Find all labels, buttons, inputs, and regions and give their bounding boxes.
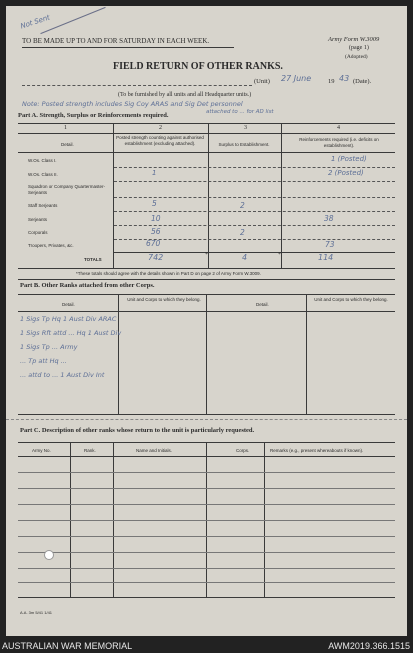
part-b-header-unit-1: Unit and Corps to which they belong. [127, 297, 201, 302]
col-number-4: 4 [337, 125, 340, 131]
unit-label: (Unit) [254, 78, 270, 85]
part-a-header-reinf: Reinforcements required (i.e. deficits on establishment). [299, 137, 379, 148]
row-reinf: 2 (Posted) [328, 169, 364, 177]
part-c-header-name: Name and Initials. [136, 448, 173, 453]
furnished-note: (To be furnished by all units and all Headquarter units.) [118, 92, 252, 98]
part-a-footnote: *These totals should agree with the details shown in Part D on page 2 of Army Form W.3009. [76, 271, 261, 276]
archive-footer [0, 638, 413, 653]
col-number-3: 3 [244, 125, 247, 131]
part-c-bottom-rule [18, 597, 395, 598]
part-c-title: Part C. Description of other ranks whose return to the unit is particularly requested. [20, 427, 255, 434]
totals-reinf: 114 [318, 253, 334, 262]
row-posted: 670 [146, 239, 161, 248]
part-a-header-detail: Detail. [61, 142, 74, 147]
part-b-top-rule [18, 279, 395, 280]
form-sheet: Not Sent TO BE MADE UP TO AND FOR SATURDAY IN EACH WEEK. Army Form W.3009 (page 1) (Adopted) FIELD RETURN OF OTHER RANKS. (Unit) 27 June 19 43 (Date). (To be furnished by all units and all Headquarter units.) Note: Posted strength includes Sig Coy ARAS and Sig Det personnel attached to ... for AD list Part A. Strength, Surplus or Reinforcements required. 1 2 3 4 Detail. Posted strength counting against authorised establishment (excluding attached). Surplus to Establishment. Reinforcements required (i.e. deficits on establishment). W.Os. Class I. 1 (Posted) W.Os. Class II. 1 2 (Posted) Squadron or Company Quartermaster-Serjeants Staff Serjeants 5 2 Serjeants 10 38 Corporals 56 2 Troopers, Privates, &c. 670 73 TOTALS 742 4 114 * * *These totals should agree with the details shown in Part D on page 2 of Army Form W.3009. Part B. Other Ranks attached from other Corps. Detail. Unit and Corps to which they belong. Detail. Unit and Corps to which they belong. 1 Sigs Tp Hq 1 Aust Div ARAC 1 Sigs Rft attd ... Hq 1 Aust Div 1 Sigs Tp ... Army ... Tp att Hq ... ... attd to ... 1 Aust Div Int Part C. Description of other ranks whose return to the unit is particularly requested. Army No. Rank. Name and Initials. Corps. Remarks (e.g., present whereabouts if known). A.A. 3m 5/41 1/41 [6, 6, 407, 636]
adopted-label: (Adopted) [345, 54, 368, 60]
row-posted: 56 [151, 227, 161, 236]
row-reinf: 73 [325, 240, 335, 249]
col-number-2: 2 [159, 125, 162, 131]
row-posted: 5 [152, 199, 157, 208]
row-reinf: 1 (Posted) [331, 155, 367, 163]
row-detail: Troopers, Privates, &c. [28, 243, 74, 248]
corner-stamp: Not Sent [19, 13, 51, 31]
part-c-row-rule [18, 504, 395, 505]
part-b-entry: ... Tp att Hq ... [20, 357, 67, 365]
handwritten-note-line2: attached to ... for AD list [206, 109, 274, 115]
row-reinf: 38 [324, 214, 334, 223]
punch-hole [44, 550, 54, 560]
part-a-header-surplus: Surplus to Establishment. [218, 142, 270, 147]
col-number-1: 1 [64, 125, 67, 131]
part-a-top-rule [18, 123, 395, 124]
part-a-header-rule [18, 152, 395, 153]
row-posted: 10 [151, 214, 161, 223]
page-number: (page 1) [349, 45, 369, 51]
part-a-col-divider-2 [208, 123, 209, 268]
row-rule [114, 225, 395, 226]
form-id: Army Form W.3009 [328, 36, 380, 43]
row-detail: W.Os. Class II. [28, 172, 58, 177]
date-label: (Date). [353, 78, 372, 85]
part-b-divider-3 [306, 294, 307, 414]
totals-label: TOTALS [84, 257, 102, 262]
part-b-header-detail-2: Detail. [256, 302, 269, 307]
part-b-entry: 1 Sigs Tp Hq 1 Aust Div ARAC [20, 315, 117, 323]
perforation-line [6, 419, 407, 420]
part-c-row-rule [18, 488, 395, 489]
part-b-entry: 1 Sigs Tp ... Army [20, 343, 78, 351]
part-a-col-divider-1 [113, 123, 114, 268]
row-surplus: 2 [240, 228, 245, 237]
part-c-row-rule [18, 582, 395, 583]
part-c-header-army-no: Army No. [32, 448, 51, 453]
totals-posted: 742 [148, 253, 164, 262]
part-b-entry: 1 Sigs Rft attd ... Hq 1 Aust Div [20, 329, 122, 337]
part-b-divider-1 [118, 294, 119, 414]
row-detail: Corporals [28, 230, 48, 235]
row-detail: Squadron or Company Quartermaster-Serjeants [28, 184, 106, 195]
row-rule [114, 181, 395, 182]
instruction-text: TO BE MADE UP TO AND FOR SATURDAY IN EACH WEEK. [22, 37, 210, 45]
part-c-header-remarks: Remarks (e.g., present whereabouts if known). [270, 448, 364, 453]
part-b-header-unit-2: Unit and Corps to which they belong. [314, 297, 388, 302]
col-number-rule [18, 133, 395, 134]
part-c-header-rank: Rank. [84, 448, 96, 453]
row-surplus: 2 [240, 201, 245, 210]
totals-surplus: 4 [242, 253, 248, 262]
part-a-col-divider-3 [281, 123, 282, 268]
part-b-entry: ... attd to ... 1 Aust Div Int [20, 371, 105, 379]
part-b-title: Part B. Other Ranks attached from other Corps. [20, 282, 155, 289]
part-c-row-rule [18, 536, 395, 537]
part-c-header-corps: Corps. [236, 448, 250, 453]
row-detail: Staff Serjeants [28, 203, 58, 208]
part-b-divider-2 [206, 294, 207, 414]
date-value: 27 June [281, 74, 312, 83]
part-c-row-rule [18, 520, 395, 521]
printer-code: A.A. 3m 5/41 1/41 [20, 610, 53, 615]
form-title: FIELD RETURN OF OTHER RANKS. [113, 61, 283, 72]
row-rule [114, 197, 395, 198]
row-rule [114, 167, 395, 168]
footer-left: AUSTRALIAN WAR MEMORIAL [2, 641, 133, 651]
part-b-header-detail-1: Detail. [62, 302, 75, 307]
unit-dotted-line [22, 85, 252, 86]
row-rule [114, 211, 395, 212]
part-b-bottom-rule [18, 414, 395, 415]
part-c-row-rule [18, 552, 395, 553]
handwritten-note-line1: Note: Posted strength includes Sig Coy ARAS and Sig Det personnel [22, 100, 243, 108]
part-c-row-rule [18, 568, 395, 569]
instruction-underline [22, 47, 234, 48]
part-a-header-posted: Posted strength counting against authorised establishment (excluding attached). [116, 135, 204, 146]
part-a-title: Part A. Strength, Surplus or Reinforcements required. [18, 112, 169, 119]
year-value: 43 [339, 74, 350, 83]
footer-right: AWM2019.366.1515 [328, 641, 410, 651]
row-detail: Serjeants [28, 217, 48, 222]
row-detail: W.Os. Class I. [28, 158, 57, 163]
row-posted: 1 [152, 169, 157, 177]
part-c-row-rule [18, 472, 395, 473]
part-a-bottom-rule [18, 268, 395, 269]
